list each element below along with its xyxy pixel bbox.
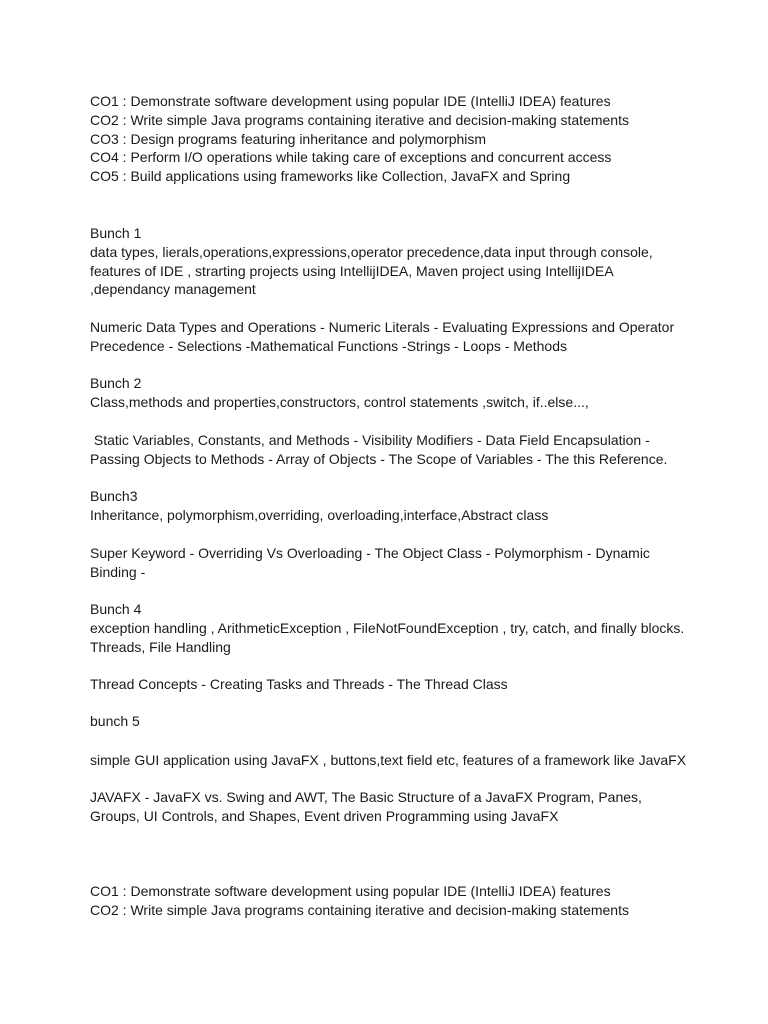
course-outcome-co2: CO2 : Write simple Java programs containing iterative and decision-making statements	[90, 112, 629, 128]
bunch4-heading: Bunch 4	[90, 601, 142, 617]
bunch1-topic-line: data types, lierals,operations,expressions,operator precedence,data input through console,	[90, 244, 653, 260]
bunch5-topic-line: simple GUI application using JavaFX , buttons,text field etc, features of a framework like JavaFX	[90, 752, 687, 768]
bunch4-detail-line: Thread Concepts - Creating Tasks and Threads - The Thread Class	[90, 676, 508, 692]
bunch2-heading: Bunch 2	[90, 375, 142, 391]
bunch5-detail-line: Groups, UI Controls, and Shapes, Event driven Programming using JavaFX	[90, 808, 559, 824]
bunch1-heading: Bunch 1	[90, 225, 142, 241]
bunch3-topic-line: Inheritance, polymorphism,overriding, overloading,interface,Abstract class	[90, 507, 549, 523]
course-outcome-co1: CO1 : Demonstrate software development using popular IDE (IntelliJ IDEA) features	[90, 883, 611, 899]
course-outcome-co4: CO4 : Perform I/O operations while taking care of exceptions and concurrent access	[90, 149, 612, 165]
course-outcome-co3: CO3 : Design programs featuring inheritance and polymorphism	[90, 131, 487, 147]
bunch5-heading: bunch 5	[90, 713, 140, 729]
bunch2-detail-line: Passing Objects to Methods - Array of Objects - The Scope of Variables - The this Reference.	[90, 451, 668, 467]
bunch4-topic-line: exception handling , ArithmeticException , FileNotFoundException , try, catch, and finally blocks.	[90, 620, 685, 636]
bunch1-topic-line: features of IDE , strarting projects using IntellijIDEA, Maven project using IntellijIDEA	[90, 263, 614, 279]
bunch1-detail-line: Precedence - Selections -Mathematical Functions -Strings - Loops - Methods	[90, 338, 567, 354]
course-outcome-co5: CO5 : Build applications using frameworks like Collection, JavaFX and Spring	[90, 168, 571, 184]
bunch2-topic-line: Class,methods and properties,constructors, control statements ,switch, if..else...,	[90, 394, 589, 410]
course-outcome-co1: CO1 : Demonstrate software development using popular IDE (IntelliJ IDEA) features	[90, 93, 611, 109]
bunch5-detail-line: JAVAFX - JavaFX vs. Swing and AWT, The Basic Structure of a JavaFX Program, Panes,	[90, 789, 642, 805]
bunch1-topic-line: ,dependancy management	[90, 281, 256, 297]
bunch3-detail-line: Binding -	[90, 564, 146, 580]
bunch3-heading: Bunch3	[90, 488, 138, 504]
course-outcome-co2: CO2 : Write simple Java programs containing iterative and decision-making statements	[90, 902, 629, 918]
bunch2-detail-line: Static Variables, Constants, and Methods - Visibility Modifiers - Data Field Encapsulation -	[90, 432, 650, 448]
bunch3-detail-line: Super Keyword - Overriding Vs Overloading - The Object Class - Polymorphism - Dynamic	[90, 545, 650, 561]
bunch1-detail-line: Numeric Data Types and Operations - Numeric Literals - Evaluating Expressions and Operator	[90, 319, 675, 335]
bunch4-topic-line: Threads, File Handling	[90, 639, 231, 655]
